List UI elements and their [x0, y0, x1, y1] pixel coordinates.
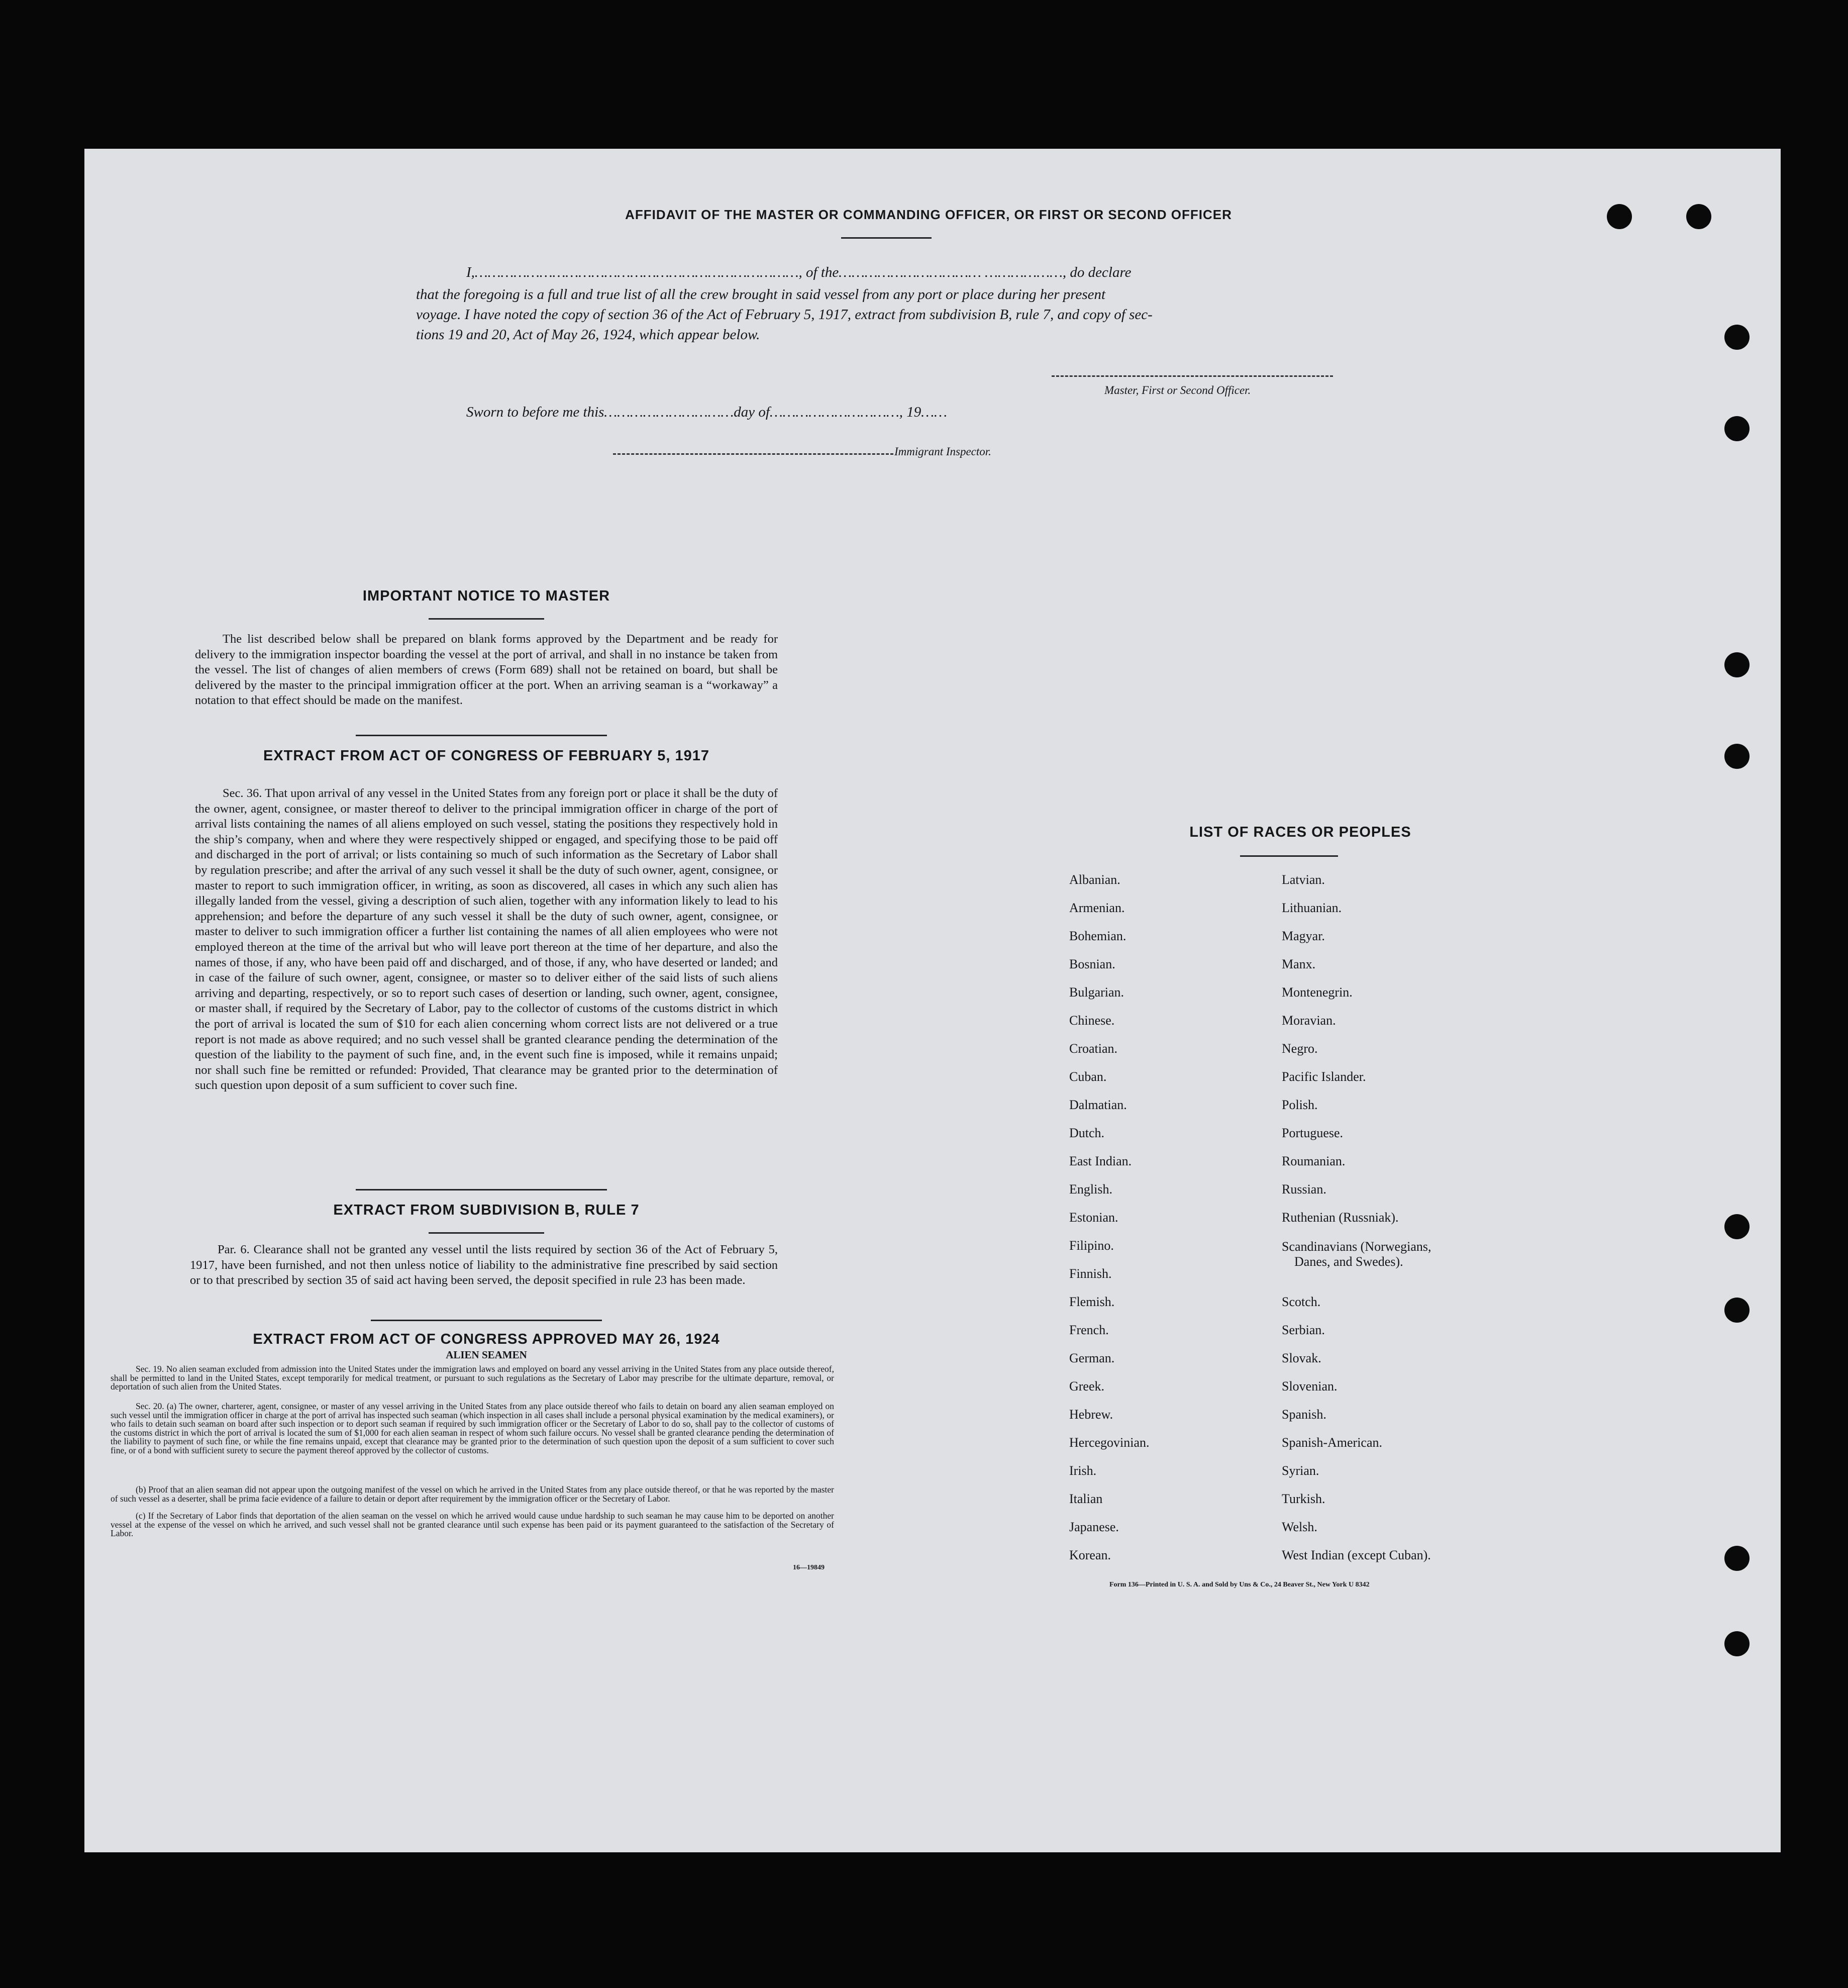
race-item: Croatian.: [1069, 1041, 1118, 1056]
race-item: Pacific Islander.: [1282, 1069, 1366, 1084]
master-signature-label: Master, First or Second Officer.: [1104, 384, 1251, 396]
rule7-body: Par. 6. Clearance shall not be granted any vessel until the lists required by section 36 of the Act of February 5, 1917, have been furnished, and not then unless notice of liability to the administrative fine prescribed by said section or to that prescribed by section 35 of said act having been served, the deposit specified in rule 23 has been made.: [190, 1243, 778, 1287]
affidavit-title: AFFIDAVIT OF THE MASTER OR COMMANDING OFFICER, OR FIRST OR SECOND OFFICER: [625, 207, 1232, 222]
sec20b-text: (b) Proof that an alien seaman did not appear upon the outgoing manifest of the vessel on which he arrived in the United States from any place outside thereof, or that he was reported by the master of such vessel as a deserter, shall be prima facie evidence of a failure to detain or deport after requirement by the immigration officer or the Secretary of Labor.: [111, 1484, 834, 1504]
divider: [356, 1189, 607, 1190]
race-item: Manx.: [1282, 957, 1316, 971]
notice-title: IMPORTANT NOTICE TO MASTER: [362, 588, 610, 604]
extract-1917-title: EXTRACT FROM ACT OF CONGRESS OF FEBRUARY 5, 1917: [263, 748, 710, 764]
race-item: Dutch.: [1069, 1126, 1105, 1140]
divider: [841, 237, 932, 239]
punch-hole: [1724, 416, 1750, 441]
punch-hole: [1724, 325, 1750, 350]
extract-1924-title: EXTRACT FROM ACT OF CONGRESS APPROVED MAY 26, 1924: [253, 1331, 720, 1347]
race-item: German.: [1069, 1351, 1115, 1365]
sec19-text: Sec. 19. No alien seaman excluded from admission into the United States under the immigration laws and employed on board any vessel arriving in the United States from any place outside thereof, shall be permitted to land in the United States, except temporarily for medical treatment, or pursuant to such regulations as the Secretary of Labor may prescribe for the ultimate departure, removal, or deportation of such alien from the United States.: [111, 1364, 834, 1391]
race-item: Italian: [1069, 1492, 1103, 1506]
race-item: Dalmatian.: [1069, 1098, 1127, 1112]
race-item: English.: [1069, 1182, 1112, 1197]
affidavit-text: voyage. I have noted the copy of section 36 of the Act of February 5, 1917, extract from subdivision B, rule 7, and copy of sec-: [416, 307, 1153, 323]
inspector-signature-label: Immigrant Inspector.: [894, 445, 991, 458]
race-item: Korean.: [1069, 1548, 1111, 1562]
punch-hole: [1724, 1546, 1750, 1571]
race-item: Russian.: [1282, 1182, 1326, 1197]
sworn-line: Sworn to before me this…………………………day of…………………………, 19……: [466, 404, 947, 420]
divider: [1240, 855, 1338, 857]
punch-hole: [1724, 744, 1750, 769]
divider: [429, 618, 544, 620]
race-item: Roumanian.: [1282, 1154, 1346, 1168]
punch-hole: [1724, 1631, 1750, 1656]
sec20c-text: (c) If the Secretary of Labor finds that deportation of the alien seaman on the vessel on which he arrived would cause undue hardship to such seaman he may cause him to be deported on another vessel at the expense of the vessel on which he arrived, and such vessel shall not be granted clearance until such expense has been paid or its payment guaranteed to the satisfaction of the Secretary of Labor.: [111, 1511, 834, 1538]
punch-hole: [1607, 204, 1632, 229]
race-item: Estonian.: [1069, 1210, 1118, 1225]
race-item: Spanish-American.: [1282, 1435, 1383, 1450]
race-item: Bosnian.: [1069, 957, 1115, 971]
punch-hole: [1686, 204, 1711, 229]
race-item: Albanian.: [1069, 872, 1120, 887]
race-item: Turkish.: [1282, 1492, 1325, 1506]
divider: [356, 735, 607, 736]
race-item: Slovak.: [1282, 1351, 1321, 1365]
printer-footer: Form 136—Printed in U. S. A. and Sold by Uns & Co., 24 Beaver St., New York U 8342: [1109, 1581, 1370, 1588]
affidavit-text: that the foregoing is a full and true list of all the crew brought in said vessel from any port or place during her present: [416, 286, 1106, 303]
race-item: Polish.: [1282, 1098, 1318, 1112]
race-item: Montenegrin.: [1282, 985, 1353, 1000]
race-item: Danes, and Swedes).: [1294, 1254, 1403, 1269]
race-item: Filipino.: [1069, 1238, 1114, 1253]
race-item: West Indian (except Cuban).: [1282, 1548, 1431, 1562]
races-title: LIST OF RACES OR PEOPLES: [1189, 824, 1411, 840]
alien-seamen-subtitle: ALIEN SEAMEN: [446, 1349, 527, 1361]
race-item: Finnish.: [1069, 1266, 1112, 1281]
sec20a-text: Sec. 20. (a) The owner, charterer, agent, consignee, or master of any vessel arriving in the United States from any place outside thereof who fails to detain on board any alien seaman employed on such vessel until the immigration officer in charge at the port of arrival has inspected such seaman (which inspection in all cases shall include a personal physical examination by the medical examiners), or who fails to detain such seaman on board after such inspection or to deport such seaman if required by such immigration officer or the Secretary of Labor to do so, shall pay to the collector of customs of the customs district in which the port of arrival is located the sum of $1,000 for each alien seaman in respect of whom such failure occurs. No vessel shall be granted clearance pending the determination of the liability to payment of such fine, or while the fine remains unpaid, except that clearance may be granted prior to the determination of such question upon the deposit of a sum sufficient to cover such fine, or of a bond with sufficient surety to secure the payment thereof approved by the collector of customs.: [111, 1401, 834, 1455]
form-sheet: [84, 149, 1781, 1852]
form-number: 16—19849: [793, 1564, 825, 1571]
punch-hole: [1724, 1298, 1750, 1323]
punch-hole: [1724, 1214, 1750, 1239]
divider: [371, 1320, 602, 1321]
race-item: Greek.: [1069, 1379, 1105, 1394]
race-item: Syrian.: [1282, 1463, 1319, 1478]
race-item: Latvian.: [1282, 872, 1325, 887]
punch-hole: [1724, 652, 1750, 677]
master-signature-line: [1052, 375, 1333, 377]
race-item: Spanish.: [1282, 1407, 1326, 1422]
race-item: Moravian.: [1282, 1013, 1336, 1028]
race-item: Magyar.: [1282, 929, 1325, 943]
race-item: Irish.: [1069, 1463, 1097, 1478]
race-item: Scotch.: [1282, 1295, 1321, 1309]
affidavit-text: tions 19 and 20, Act of May 26, 1924, which appear below.: [416, 327, 760, 343]
race-item: Slovenian.: [1282, 1379, 1338, 1394]
race-item: Bohemian.: [1069, 929, 1126, 943]
race-item: Flemish.: [1069, 1295, 1115, 1309]
race-item: French.: [1069, 1323, 1109, 1337]
race-item: Chinese.: [1069, 1013, 1115, 1028]
divider: [429, 1232, 544, 1234]
race-item: Serbian.: [1282, 1323, 1325, 1337]
notice-body: The list described below shall be prepared on blank forms approved by the Department and be ready for delivery to the immigration inspector boarding the vessel at the port of arrival, and shall in no instance be taken from the vessel. The list of changes of alien members of crews (Form 689) shall not be retained on board, but shall be delivered by the master to the principal immigration officer at the port. When an arriving seaman is a “workaway” a notation to that effect should be made on the manifest.: [195, 632, 778, 708]
race-item: Armenian.: [1069, 901, 1125, 915]
race-item: Cuban.: [1069, 1069, 1107, 1084]
affidavit-declaration-line: I,…………………………………………………………………, of the…………………………… ………………, do declare: [466, 264, 1132, 280]
race-item: Lithuanian.: [1282, 901, 1342, 915]
race-item: Portuguese.: [1282, 1126, 1344, 1140]
inspector-signature-line: [613, 453, 893, 455]
race-item: Bulgarian.: [1069, 985, 1124, 1000]
race-item: Hebrew.: [1069, 1407, 1113, 1422]
race-item: Scandinavians (Norwegians,: [1282, 1239, 1431, 1254]
race-item: Japanese.: [1069, 1520, 1119, 1534]
race-item: Ruthenian (Russniak).: [1282, 1210, 1399, 1225]
rule7-title: EXTRACT FROM SUBDIVISION B, RULE 7: [333, 1202, 640, 1218]
race-item: Negro.: [1282, 1041, 1318, 1056]
race-item: East Indian.: [1069, 1154, 1132, 1168]
race-item: Welsh.: [1282, 1520, 1317, 1534]
extract-1917-body: Sec. 36. That upon arrival of any vessel in the United States from any foreign port or place it shall be the duty of the owner, agent, consignee, or master thereof to deliver to the principal immigration officer in charge of the port of arrival lists containing the names of all aliens employed on such vessel, stating the positions they respectively hold in the ship’s company, when and where they were respectively shipped or engaged, and specifying those to be paid off and discharged in the port of arrival; or lists containing so much of such information as the Secretary of Labor shall by regulation prescribe; and after the arrival of any such vessel it shall be the duty of such owner, agent, consignee, or master to report to such immigration officer, in writing, as soon as discovered, all cases in which any such alien has illegally landed from the vessel, giving a description of such alien, together with any information likely to lead to his apprehension; and before the departure of any such vessel it shall be the duty of such owner, agent, consignee, or master to deliver to such immigration officer a further list containing the names of all alien employees who were not employed thereon at the time of the arrival but who will leave port thereon at the time of her departure, and also the names of those, if any, who have been paid off and discharged, and of those, if any, who have deserted or landed; and in case of the failure of such owner, agent, consignee, or master so to deliver either of the said lists of such aliens arriving and departing, respectively, or so to report such cases of desertion or landing, such owner, agent, consignee, or master shall, if required by the Secretary of Labor, pay to the collector of customs of the customs district in which the port of arrival is located the sum of $10 for each alien concerning whom correct lists are not delivered or a true report is not made as above required; and no such vessel shall be granted clearance pending the determination of the question of the liability to the payment of such fine, and, in the event such fine is imposed, while it remains unpaid; nor shall such fine be remitted or refunded: Provided, That clearance may be granted prior to the determination of such question upon deposit of a sum sufficient to cover such fine.: [195, 786, 778, 1092]
race-item: Hercegovinian.: [1069, 1435, 1150, 1450]
